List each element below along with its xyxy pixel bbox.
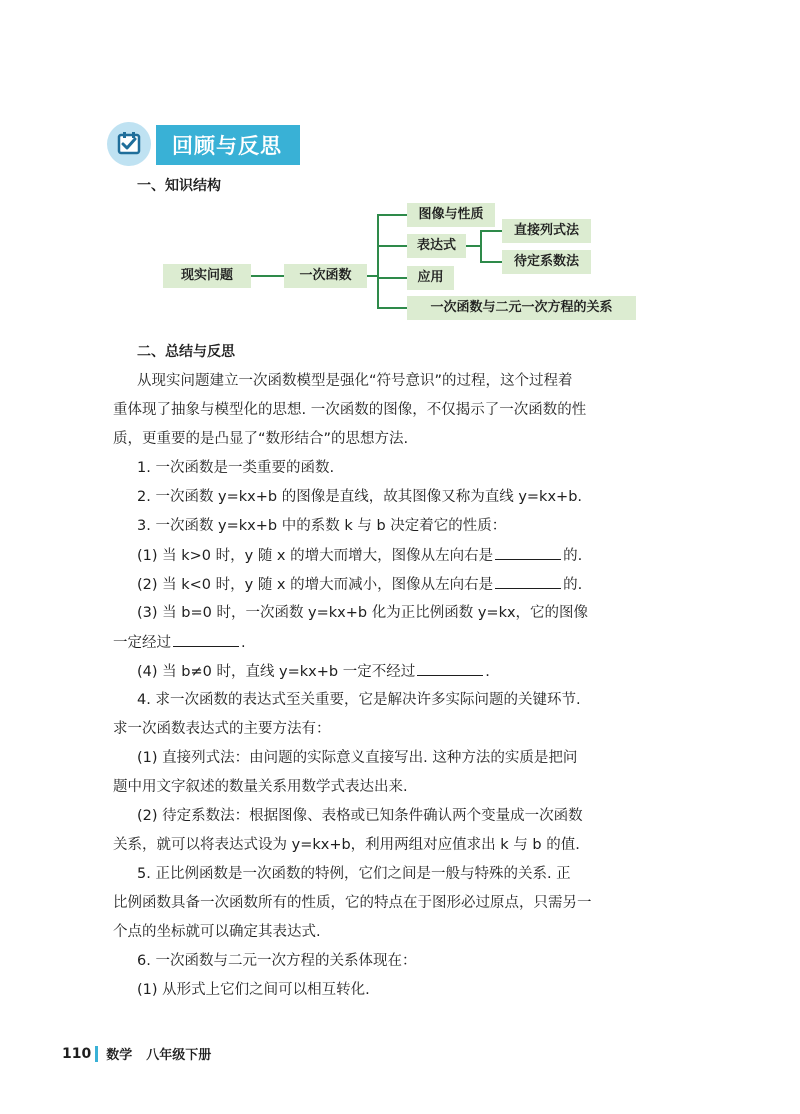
connector-method-2 [480,261,502,263]
node-equation-relation: 一次函数与二元一次方程的关系 [407,296,636,320]
node-direct-method: 直接列式法 [502,219,591,243]
paragraph-line: 重体现了抽象与模型化的思想. 一次函数的图像，不仅揭示了一次函数的性 [113,402,587,418]
node-real-problem: 现实问题 [163,264,251,288]
list-item: (2) 待定系数法：根据图像、表格或已知条件确认两个变量成一次函数 [137,808,583,824]
paragraph-line: 关系，就可以将表达式设为 y=kx+b，利用两组对应值求出 k 与 b 的值. [113,837,580,853]
section-banner-title: 回顾与反思 [156,125,300,165]
node-linear-function: 一次函数 [284,264,367,288]
line-text: 一定经过 [113,635,171,651]
answer-blank[interactable] [173,632,239,647]
list-item [137,545,582,566]
connector-branch-trunk [377,214,379,309]
paragraph-line: 题中用文字叙述的数量关系用数学式表达出来. [113,779,408,795]
connector-branch-2 [377,245,407,247]
connector-method-stem [466,245,480,247]
connector-root-hub [251,275,284,277]
line-text: . [485,664,490,680]
list-item: 3. 一次函数 y=kx+b 中的系数 k 与 b 决定着它的性质： [137,518,507,534]
line-text: 的. [563,548,583,564]
connector-hub-trunk [367,275,377,277]
connector-branch-4 [377,307,407,309]
page-footer [62,1044,225,1063]
footer-subject: 数学 [106,1048,133,1063]
line-text: 的. [563,577,583,593]
summary-reflection-heading: 二、总结与反思 [137,344,235,360]
node-expression: 表达式 [407,234,466,258]
answer-blank[interactable] [495,545,561,560]
paragraph-line: 质，更重要的是凸显了“数形结合”的思想方法. [113,431,409,447]
answer-blank[interactable] [417,661,483,676]
knowledge-structure-diagram [0,0,800,340]
knowledge-structure-heading: 一、知识结构 [137,178,221,194]
connector-branch-3 [377,277,407,279]
line-text: (2) 当 k<0 时，y 随 x 的增大而减小，图像从左向右是 [137,577,494,593]
node-undetermined-coefficients: 待定系数法 [502,250,591,274]
list-item [137,574,582,595]
paragraph-line: 求一次函数表达式的主要方法有： [113,721,331,737]
line-text: . [241,635,246,651]
page-number: 110 [62,1045,92,1062]
list-item: 5. 正比例函数是一次函数的特例，它们之间是一般与特殊的关系. 正 [137,866,571,882]
paragraph-line: 个点的坐标就可以确定其表达式. [113,924,321,940]
paragraph-line: 从现实问题建立一次函数模型是强化“符号意识”的过程，这个过程着 [137,373,573,389]
node-application: 应用 [407,266,454,290]
node-graph-properties: 图像与性质 [407,203,495,227]
footer-divider [95,1046,98,1062]
connector-method-trunk [480,230,482,263]
list-item: (3) 当 b=0 时，一次函数 y=kx+b 化为正比例函数 y=kx，它的图像 [137,605,589,621]
line-text: (4) 当 b≠0 时，直线 y=kx+b 一定不经过 [137,664,416,680]
answer-blank[interactable] [495,574,561,589]
list-item: (1) 从形式上它们之间可以相互转化. [137,982,370,998]
list-item: (1) 直接列式法：由问题的实际意义直接写出. 这种方法的实质是把问 [137,750,578,766]
list-item: 1. 一次函数是一类重要的函数. [137,460,335,476]
paragraph-line: 比例函数具备一次函数所有的性质，它的特点在于图形必过原点，只需另一 [113,895,592,911]
line-text: (1) 当 k>0 时，y 随 x 的增大而增大，图像从左向右是 [137,548,494,564]
paragraph-line [113,632,246,653]
list-item [137,661,490,682]
list-item: 6. 一次函数与二元一次方程的关系体现在： [137,953,417,969]
list-item: 2. 一次函数 y=kx+b 的图像是直线，故其图像又称为直线 y=kx+b. [137,489,583,505]
list-item: 4. 求一次函数的表达式至关重要，它是解决许多实际问题的关键环节. [137,692,581,708]
connector-branch-1 [377,214,407,216]
connector-method-1 [480,230,502,232]
footer-grade: 八年级下册 [146,1048,212,1063]
